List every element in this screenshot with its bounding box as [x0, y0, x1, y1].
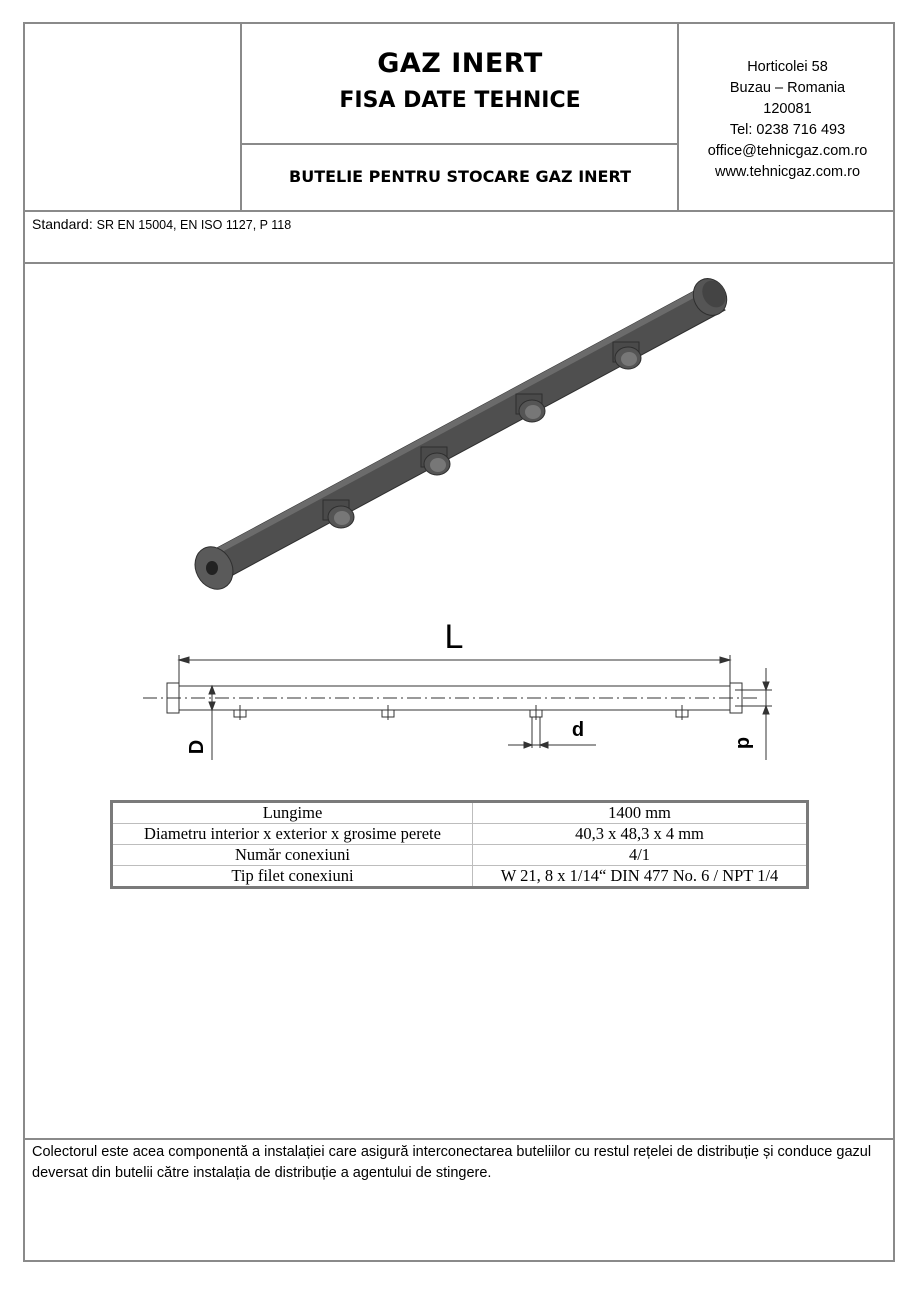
pipe-highlight [204, 289, 703, 559]
dimension-label-d-side: d [733, 736, 755, 750]
description-top-line [23, 1138, 895, 1140]
spec-value: W 21, 8 x 1/14“ DIN 477 No. 6 / NPT 1/4 [473, 866, 808, 888]
spec-label: Număr conexiuni [112, 845, 473, 866]
standard-bottom-line [23, 262, 895, 264]
header-bottom-line [23, 210, 895, 212]
contact-address: Horticolei 58 [747, 59, 828, 75]
contact-website: www.tehnicgaz.com.ro [714, 164, 861, 180]
spec-label: Tip filet conexiuni [112, 866, 473, 888]
document-subtitle: FISA DATE TEHNICE [339, 88, 581, 113]
dimension-label-d-outlet: d [571, 719, 585, 741]
spec-label: Lungime [112, 802, 473, 824]
contact-city: Buzau – Romania [729, 80, 846, 96]
document-title: GAZ INERT [377, 48, 543, 79]
dimension-label-L: L [444, 618, 464, 656]
standard-value: SR EN 15004, EN ISO 1127, P 118 [96, 218, 292, 232]
table-row [112, 845, 808, 866]
dimension-label-D: D [186, 739, 208, 755]
pipe-body [204, 289, 725, 576]
table-row [112, 824, 808, 845]
standard-label: Standard: [32, 216, 93, 232]
manifold-illustration [0, 265, 919, 605]
contact-phone: Tel: 0238 716 493 [729, 122, 846, 138]
technical-drawing [0, 615, 919, 795]
spec-label: Diametru interior x exterior x grosime perete [112, 824, 473, 845]
contact-block [680, 57, 895, 183]
product-name: BUTELIE PENTRU STOCARE GAZ INERT [289, 167, 631, 186]
contact-postal-code: 120081 [763, 101, 812, 117]
contact-email: office@tehnicgaz.com.ro [707, 143, 868, 159]
spec-value: 1400 mm [473, 802, 808, 824]
table-row [112, 802, 808, 824]
spec-value: 4/1 [473, 845, 808, 866]
spec-table [110, 800, 809, 889]
standard-line [32, 216, 291, 232]
header-title-divider [240, 143, 679, 145]
spec-value: 40,3 x 48,3 x 4 mm [473, 824, 808, 845]
pipe-bore-left [206, 561, 218, 575]
table-row [112, 866, 808, 888]
description-text: Colectorul este acea componentă a instalației care asigură interconectarea buteliilor cu restul rețelei de distribuție și conduce gazul deversat din butelii către instalația de distribuție a agentului de stingere. [32, 1144, 872, 1181]
